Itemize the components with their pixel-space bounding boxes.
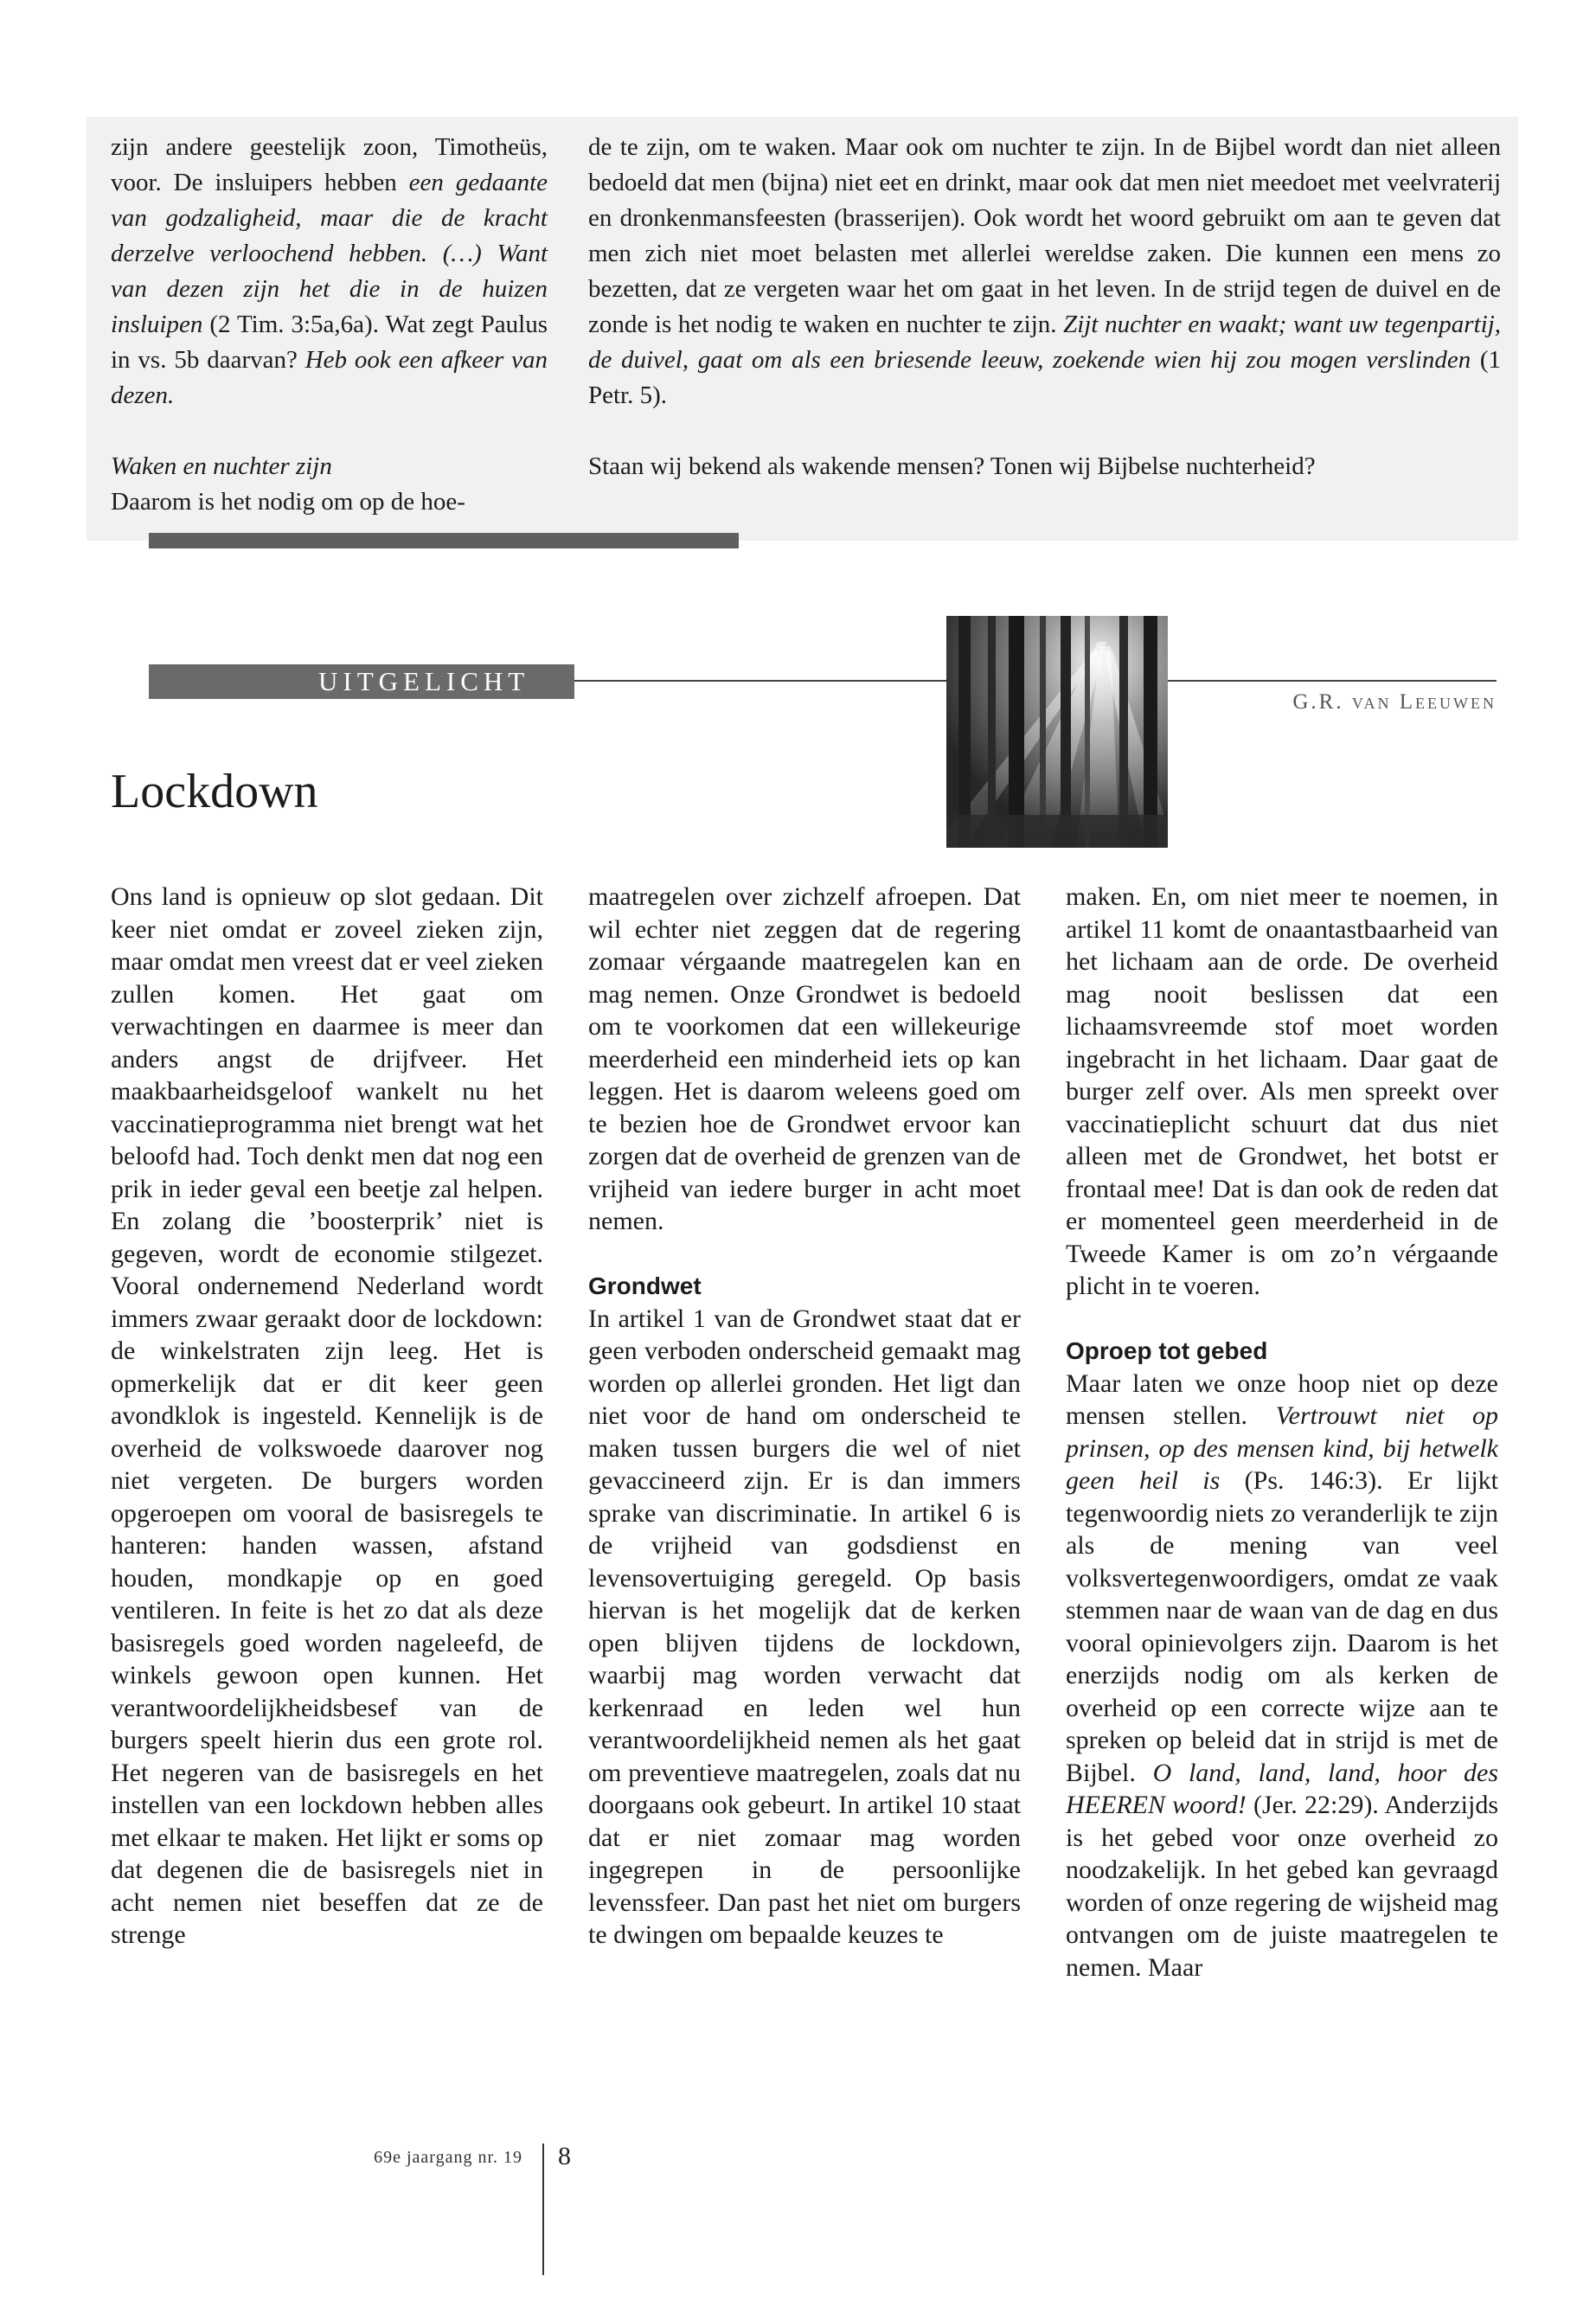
paragraph: Daarom is het nodig om op de hoe-: [111, 488, 465, 516]
subheading-grondwet: Grondwet: [588, 1272, 702, 1299]
paragraph: maatregelen over zichzelf afroepen. Dat wil echter niet zeggen dat de regering zomaar vérgaande maatregelen kan en mag nemen. Onze Grondwet is bedoeld om te voorkomen dat een willekeurige meerderheid een minderheid iets op kan leggen. Het is daarom weleens goed om te bezien hoe de Grondwet ervoor kan zorgen dat de overheid de grenzen van de vrijheid van iedere burger in acht moet nemen.: [588, 882, 1021, 1235]
article-title: Lockdown: [111, 765, 318, 818]
article-column-1: [111, 881, 543, 1952]
paragraph: maken. En, om niet meer te noemen, in artikel 11 komt de onaantastbaarheid van het lichaam aan de orde. De overheid mag nooit beslissen dat een lichaamsvreemde stof moet worden ingebracht in het lichaam. Daar gaat de burger zelf over. Als men spreekt over vaccinatieplicht schuurt dat dus niet alleen met de Grondwet, het botst er frontaal mee! Dat is dan ook de reden dat er momenteel geen meerderheid in de Tweede Kamer is om zo’n vérgaande plicht in te voeren.: [1066, 882, 1498, 1300]
paragraph: zijn andere geestelijk zoon, Timotheüs, voor. De insluipers hebben een gedaante van godzaligheid, maar die de kracht derzelve verloochend hebben. (…) Want van dezen zijn het die in de huizen insluipen (2 Tim. 3:5a,6a). Wat zegt Paulus in vs. 5b daarvan? Heb ook een afkeer van dezen.: [111, 133, 548, 409]
footer-divider: [542, 2144, 544, 2275]
previous-article-left-column: [111, 130, 548, 520]
paragraph: Staan wij bekend als wakende mensen? Tonen wij Bijbelse nuchterheid?: [588, 452, 1316, 480]
section-label: UITGELICHT: [149, 664, 574, 699]
forest-light-rays-image: [946, 616, 1168, 848]
paragraph: de te zijn, om te waken. Maar ook om nuchter te zijn. In de Bijbel wordt dan niet alleen bedoeld dat men (bijna) niet eet en drinkt, maar ook dat men niet meedoet met veelvraterij en dronkenmansfeesten (brasserijen). Ook wordt het woord gebruikt om aan te geven dat men zich niet moet belasten met allerlei wereldse zaken. Die kunnen een mens zo bezetten, dat ze vergeten waar het om gaat in het leven. In de strijd tegen de duivel en de zonde is het nodig te waken en nuchter te zijn. Zijt nuchter en waakt; want uw tegenpartij, de duivel, gaat om als een briesende leeuw, zoekende wien hij zou mogen verslinden (1 Petr. 5).: [588, 133, 1501, 409]
subheading: Waken en nuchter zijn: [111, 452, 332, 480]
page-number: 8: [558, 2142, 571, 2170]
paragraph: Ons land is opnieuw op slot gedaan. Dit keer niet omdat er zoveel zieken zijn, maar omdat men vreest dat er veel zieken zullen komen. Het gaat om verwachtingen en daarmee is meer dan anders angst de drijfveer. Het maakbaarheidsgeloof wankelt nu het vaccinatieprogramma niet brengt wat het beloofd had. Toch denkt men dat nog een prik in ieder geval een beetje zal helpen. En zolang die ’boosterprik’ niet is gegeven, wordt de economie stilgezet. Vooral ondernemend Nederland wordt immers zwaar geraakt door de lockdown: de winkelstraten zijn leeg. Het is opmerkelijk dat er dit keer geen avondklok is ingesteld. Kennelijk is de overheid de volkswoede daarover nog niet vergeten. De burgers worden opgeroepen om vooral de basisregels te hanteren: handen wassen, afstand houden, mondkapje op en goed ventileren. In feite is het zo dat als deze basisregels goed worden nageleefd, de winkels gewoon open kunnen. Het verantwoordelijkheidsbesef van de burgers speelt hierin dus een grote rol. Het negeren van de basisregels en het instellen van een lockdown hebben alles met elkaar te maken. Het lijkt er soms op dat degenen die de basisregels niet in acht nemen niet beseffen dat ze de strenge: [111, 882, 543, 1949]
paragraph: Maar laten we onze hoop niet op deze mensen stellen. Vertrouwt niet op prinsen, op des mensen kind, bij hetwelk geen heil is (Ps. 146:3). Er lijkt tegenwoordig niets zo veranderlijk te zijn als de mening van veel volksvertegenwoordigers, omdat ze vaak stemmen naar de waan van de dag en dus vooral opinievolgers zijn. Daarom is het enerzijds nodig om als kerken de overheid op een correcte wijze aan te spreken op beleid dat in strijd is met de Bijbel. O land, land, land, hoor des HEEREN woord! (Jer. 22:29). Anderzijds is het gebed voor onze overheid zo noodzakelijk. In het gebed kan gevraagd worden of onze regering de wijsheid mag ontvangen om de juiste maatregelen te nemen. Maar: [1066, 1368, 1499, 1982]
footer-journal-issue: 69e jaargang nr. 19: [374, 2148, 522, 2167]
article-column-3: [1066, 881, 1498, 1984]
section-divider-bar: [149, 533, 739, 548]
forest-photo: [946, 616, 1168, 848]
header-rule-right: [1168, 680, 1497, 682]
article-column-2: [588, 881, 1021, 1952]
subheading-oproep-tot-gebed: Oproep tot gebed: [1066, 1337, 1268, 1364]
paragraph: In artikel 1 van de Grondwet staat dat er geen verboden onderscheid gemaakt mag worden op allerlei gronden. Het ligt dan niet voor de hand om onderscheid te maken tussen burgers die wel of niet gevaccineerd zijn. Er is dan immers sprake van discriminatie. In artikel 6 is de vrijheid van godsdienst en levensovertuiging geregeld. Op basis hiervan is het mogelijk dat de kerken open blijven tijdens de lockdown, waarbij mag worden verwacht dat kerkenraad en leden wel hun verantwoordelijkheid nemen als het gaat om preventieve maatregelen, zoals dat nu doorgaans ook gebeurt. In artikel 10 staat dat er niet zomaar mag worden ingegrepen in de persoonlijke levenssfeer. Dan past het niet om burgers te dwingen om bepaalde keuzes te: [588, 1304, 1021, 1949]
previous-article-right-column: [588, 130, 1501, 484]
author-byline: G.R. van Leeuwen: [1292, 690, 1497, 714]
